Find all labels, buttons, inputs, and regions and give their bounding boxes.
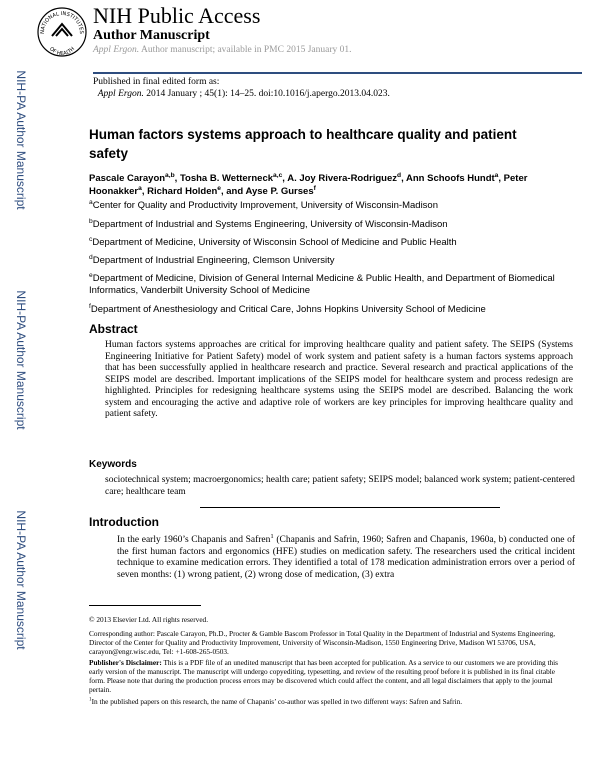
introduction-heading: Introduction bbox=[89, 515, 159, 529]
citation-line: Appl Ergon. 2014 January ; 45(1): 14–25. doi:10.1016/j.apergo.2013.04.023. bbox=[97, 89, 390, 99]
abstract-text: Human factors systems approaches are critical for improving healthcare quality and patient safety. The SEIPS (Systems Engineering Initiative for Patient Safety) model of work system and patient safety is a human factors systems approach that has been successfully applied in healthcare research and practice. Several research and practical applications of the SEIPS model are described. Important implications of the SEIPS model for healthcare system and process redesign are highlighted. Principles for redesigning healthcare systems using the SEIPS model are described. Balancing the work system and encouraging the active and adaptive role of workers are key principles for improving healthcare quality and patient safety. bbox=[105, 340, 573, 419]
author-manuscript-subtitle: Author Manuscript bbox=[93, 28, 210, 43]
header-rule bbox=[93, 72, 582, 74]
affiliation: $^b$Department of Industrial and Systems Engineering, University of Wisconsin-Madison bbox=[89, 217, 448, 230]
footnote-1: $^1$In the published papers on this research, the name of Chapanis’ co-author was spelled in two different ways: Safren and Safrin. bbox=[89, 696, 463, 706]
nih-seal-logo bbox=[36, 6, 88, 58]
svg-text:OF HEALTH: OF HEALTH bbox=[47, 46, 77, 58]
abstract-heading: Abstract bbox=[89, 322, 138, 336]
footnote-divider bbox=[89, 605, 201, 606]
author: A. Joy Rivera-Rodriguez$^d$, bbox=[287, 171, 407, 184]
footnote-mark[interactable]: 1 bbox=[270, 532, 274, 540]
author: Tosha B. Wetterneck$^{a,c}$, bbox=[179, 171, 288, 184]
introduction-text: In the early 1960’s Chapanis and Safren$^1$ (Chapanis and Safrin, 1960; Safren and Chapanis, 1960a, b) conducted one of the first human factors and ergonomics (HFE) studies on medication safety. The researchers used the critical incident technique to examine medication errors. They identified a total of 178 medication administration errors over a period of seven months: (1) wrong patient, (2) wrong dose of medication, (3) extra bbox=[117, 532, 575, 580]
side-label-3: NIH-PA Author Manuscript bbox=[14, 510, 28, 650]
article-title: Human factors systems approach to healthcare quality and patient safety bbox=[89, 127, 517, 161]
copyright-note: © 2013 Elsevier Ltd. All rights reserved. bbox=[89, 615, 209, 624]
affiliation: $^f$Department of Anesthesiology and Critical Care, Johns Hopkins University School of Medicine bbox=[89, 302, 486, 315]
svg-text:NATIONAL INSTITUTES: NATIONAL INSTITUTES bbox=[39, 10, 85, 35]
published-line: Published in final edited form as: bbox=[93, 77, 220, 87]
author: Richard Holden$^e$, and bbox=[147, 184, 246, 197]
publisher-disclaimer: Publisher's Disclaimer: This is a PDF file of an unedited manuscript that has been accepted for publication. As a service to our customers we are providing this early version of the manuscript. The manuscript will undergo copyediting, typesetting, and review of the resulting proof before it is published in its final citable form. Please note that during the production process errors may be discovered which could affect the content, and all legal disclaimers that apply to the journal pertain. bbox=[89, 658, 558, 694]
affiliation: $^c$Department of Medicine, University of Wisconsin School of Medicine and Public Health bbox=[89, 235, 457, 248]
author: Peter Hoonakker$^a$, bbox=[89, 173, 528, 197]
affiliation: $^d$Department of Industrial Engineering, Clemson University bbox=[89, 253, 335, 266]
keywords-heading: Keywords bbox=[89, 459, 137, 470]
author: Ann Schoofs Hundt$^a$, bbox=[406, 171, 504, 184]
nih-public-access-title: NIH Public Access bbox=[93, 3, 261, 28]
keywords-divider bbox=[200, 507, 500, 508]
side-label-2: NIH-PA Author Manuscript bbox=[14, 290, 28, 430]
availability-line: Appl Ergon. Author manuscript; available in PMC 2015 January 01. bbox=[93, 45, 352, 55]
corresponding-author-note: Corresponding author: Pascale Carayon, Ph.D., Procter & Gamble Bascom Professor in Total Quality in the Department of Industrial and Systems Engineering, Director of the Center for Quality and Productivity Improvement, University of Wisconsin-Madison, 1550 Engineering Drive, Madison WI 53706, USA, carayon@engr.wisc.edu, Tel: +1-608-265-0503. bbox=[89, 629, 556, 656]
side-label-1: NIH-PA Author Manuscript bbox=[14, 70, 28, 210]
author: Ayse P. Gurses$^f$ bbox=[245, 184, 316, 197]
author: Pascale Carayon$^{a,b}$, bbox=[89, 171, 180, 184]
affiliation: $^a$Center for Quality and Productivity Improvement, University of Wisconsin-Madison bbox=[89, 198, 438, 211]
keywords-text: sociotechnical system; macroergonomics; health care; patient safety; SEIPS model; balanced work system; patient-centered care; healthcare team bbox=[105, 475, 575, 497]
affiliation: $^e$Department of Medicine, Division of General Internal Medicine & Public Health, and Department of Biomedical Informatics, Vanderbilt University School of Medicine bbox=[89, 271, 555, 296]
author-list bbox=[89, 172, 559, 198]
